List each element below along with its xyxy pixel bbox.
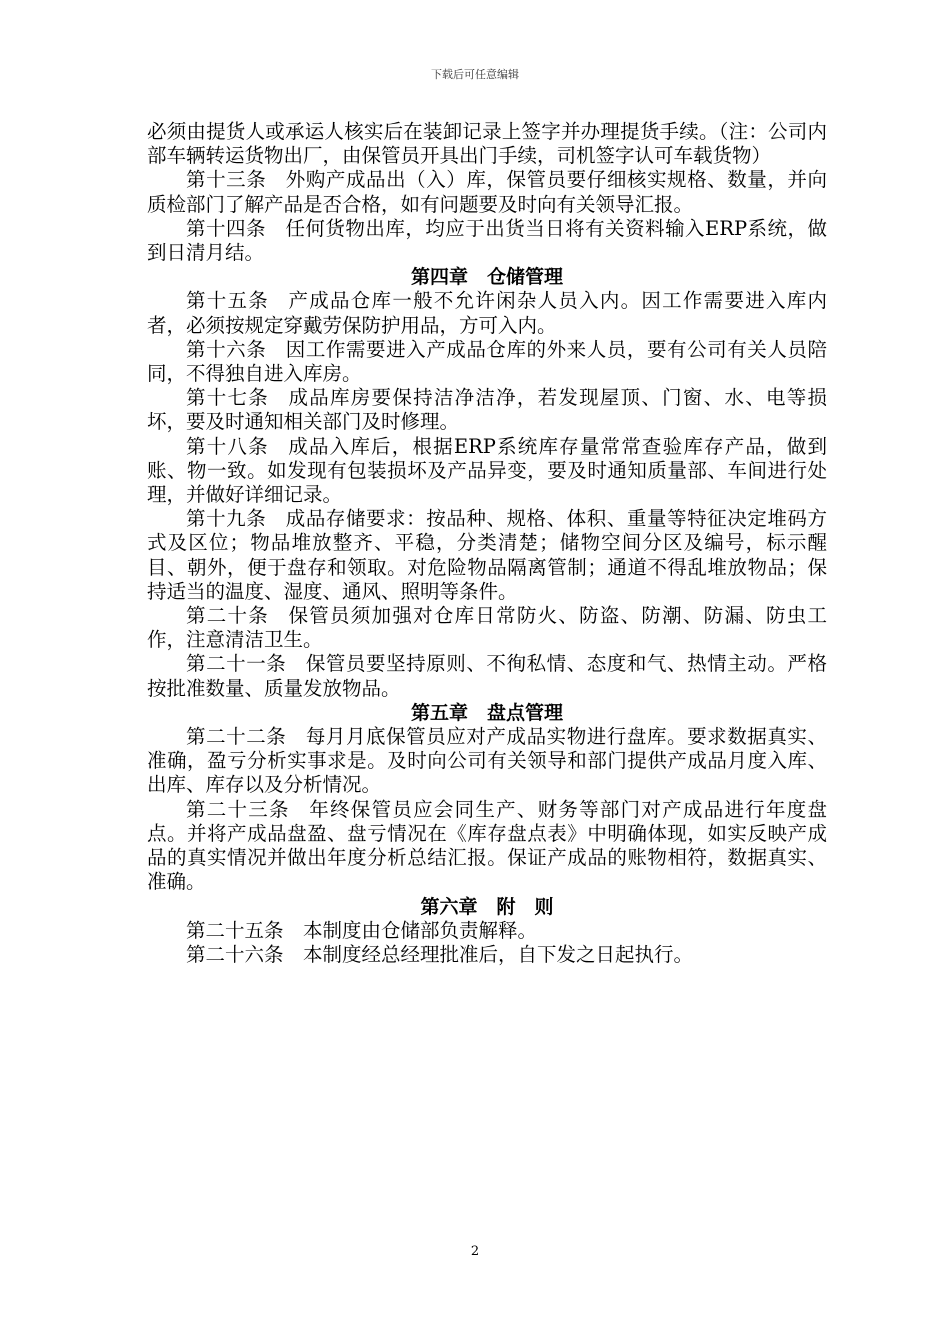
article-text: 成品存储要求：按品种、规格、体积、重量等特征决定堆码方式及区位；物品堆放整齐、平稳，分类清楚；储物空间分区及编号，标示醒目、朝外，便于盘存和领取。对危险物品隔离管制；通道不得乱堆放物品；保持适当的温度、湿度、通风、照明等条件。	[147, 507, 827, 603]
article-number: 第十三条	[186, 168, 267, 192]
article-number: 第二十二条	[186, 725, 287, 749]
article-text: 本制度经总经理批准后，自下发之日起执行。	[303, 942, 694, 966]
article-23	[147, 798, 827, 895]
article-number: 第十七条	[186, 386, 270, 410]
article-number: 第二十三条	[186, 797, 290, 821]
article-25	[147, 919, 827, 943]
document-body	[147, 120, 827, 967]
article-number: 第十九条	[186, 507, 267, 531]
article-15	[147, 289, 827, 337]
download-note: 下载后可任意编辑	[431, 68, 519, 81]
article-number: 第二十条	[186, 604, 270, 628]
article-number: 第十六条	[186, 337, 267, 361]
article-text: 任何货物出库，均应于出货当日将有关资料输入ERP系统，做到日清月结。	[147, 216, 827, 265]
article-22	[147, 725, 827, 798]
article-text: 成品入库后，根据ERP系统库存量常常查验库存产品，做到账、物一致。如发现有包装损坏及产品异变，要及时通知质量部、车间进行处理，并做好详细记录。	[147, 434, 827, 507]
paragraph-continuation: 必须由提货人或承运人核实后在装卸记录上签字并办理提货手续。（注：公司内部车辆转运货物出厂，由保管员开具出门手续，司机签字认可车载货物）	[147, 120, 827, 168]
article-number: 第十八条	[186, 434, 269, 458]
chapter-5-heading: 第五章 盘点管理	[410, 701, 563, 724]
article-text: 保管员要坚持原则、不徇私情、态度和气、热情主动。严格按批准数量、质量发放物品。	[147, 652, 827, 700]
article-text: 因工作需要进入产成品仓库的外来人员，要有公司有关人员陪同，不得独自进入库房。	[147, 337, 827, 386]
article-number: 第二十六条	[186, 942, 284, 966]
article-text: 外购产成品出（入）库，保管员要仔细核实规格、数量，并向质检部门了解产品是否合格，如有问题要及时向有关领导汇报。	[147, 168, 827, 216]
article-16	[147, 338, 827, 386]
chapter-4-heading: 第四章 仓储管理	[410, 266, 563, 289]
article-14	[147, 217, 827, 265]
article-text: 成品库房要保持洁净洁净，若发现屋顶、门窗、水、电等损坏，要及时通知相关部门及时修理。	[147, 386, 827, 434]
article-number: 第二十一条	[186, 652, 287, 676]
article-26	[147, 943, 827, 967]
article-17	[147, 386, 827, 434]
chapter-6-heading: 第六章 附 则	[420, 895, 554, 918]
article-21	[147, 652, 827, 700]
article-number: 第十四条	[186, 216, 266, 240]
article-text: 年终保管员应会同生产、财务等部门对产成品进行年度盘点。并将产成品盘盈、盘亏情况在《库存盘点表》中明确体现，如实反映产成品的真实情况并做出年度分析总结汇报。保证产成品的账物相符，数据真实、准确。	[147, 797, 827, 894]
article-number: 第十五条	[186, 289, 270, 313]
article-13	[147, 168, 827, 216]
article-20	[147, 604, 827, 652]
article-18	[147, 435, 827, 508]
article-19	[147, 507, 827, 604]
article-number: 第二十五条	[186, 918, 284, 942]
article-text: 保管员须加强对仓库日常防火、防盗、防潮、防漏、防虫工作，注意清洁卫生。	[147, 604, 827, 652]
page-number: 2	[470, 1244, 480, 1259]
article-text: 本制度由仓储部负责解释。	[303, 918, 538, 942]
article-text: 每月月底保管员应对产成品实物进行盘库。要求数据真实、准确，盈亏分析实事求是。及时向公司有关领导和部门提供产成品月度入库、出库、库存以及分析情况。	[147, 725, 827, 797]
article-text: 产成品仓库一般不允许闲杂人员入内。因工作需要进入库内者，必须按规定穿戴劳保防护用品，方可入内。	[147, 289, 827, 337]
